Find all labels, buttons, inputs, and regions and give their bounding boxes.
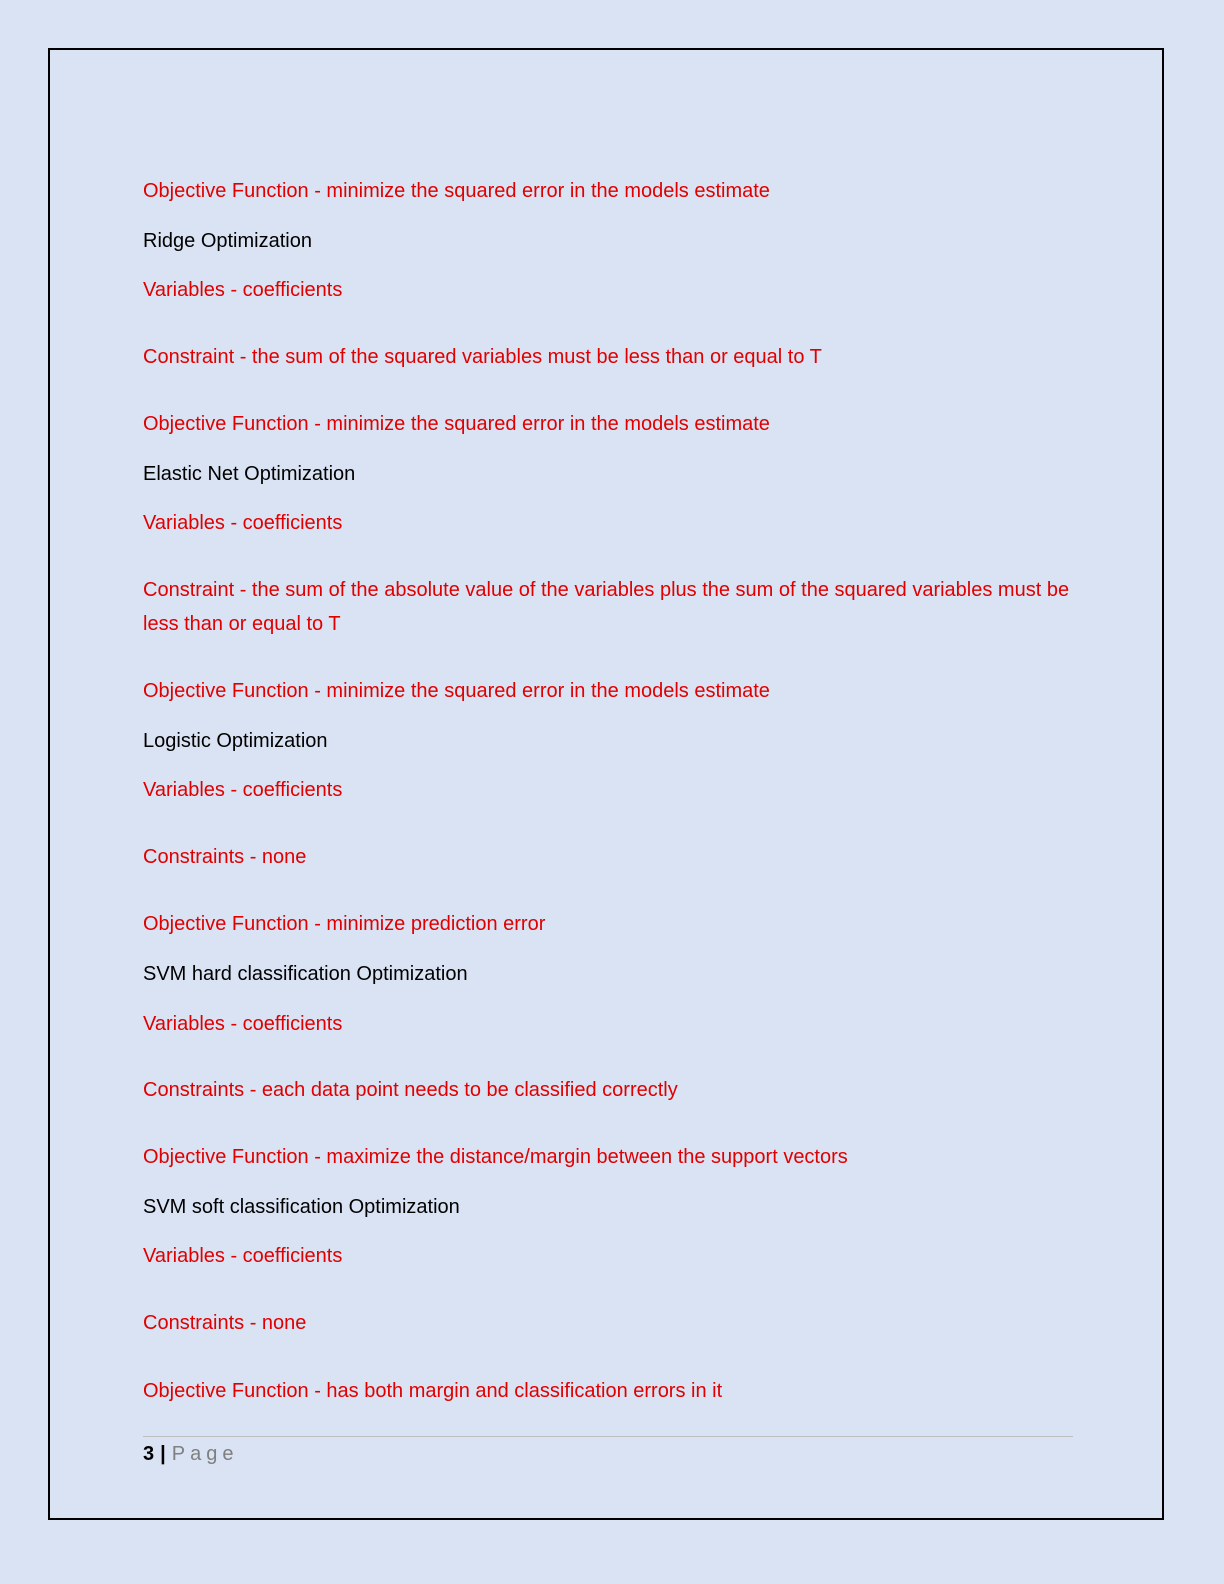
logistic-constraint-line: Constraints - none [143, 846, 307, 868]
objective-final-line: Objective Function - has both margin and classification errors in it [143, 1380, 723, 1402]
objective-logistic-line: Objective Function - minimize the squared error in the models estimate [143, 680, 770, 702]
page-number: 3 [143, 1443, 155, 1465]
objective-svm-soft-line: Objective Function - maximize the distance/margin between the support vectors [143, 1146, 848, 1168]
svm-hard-constraint-line: Constraints - each data point needs to be classified correctly [143, 1079, 678, 1101]
svm-hard-variables-line: Variables - coefficients [143, 1013, 343, 1035]
footer-divider [143, 1436, 1073, 1437]
ridge-variables-line: Variables - coefficients [143, 279, 343, 301]
page-footer [143, 1440, 238, 1468]
svm-soft-constraint-line: Constraints - none [143, 1312, 307, 1334]
page-word: Page [171, 1443, 239, 1465]
objective-svm-hard-line: Objective Function - minimize prediction error [143, 913, 546, 935]
elastic-net-optimization-heading: Elastic Net Optimization [143, 463, 356, 485]
svm-soft-variables-line: Variables - coefficients [143, 1245, 343, 1267]
elastic-net-constraint-line: Constraint - the sum of the absolute value of the variables plus the sum of the squared variables must be less than or equal to T [143, 579, 1070, 635]
svm-hard-optimization-heading: SVM hard classification Optimization [143, 963, 468, 985]
objective-ridge-line: Objective Function - minimize the squared error in the models estimate [143, 180, 770, 202]
ridge-constraint-line: Constraint - the sum of the squared variables must be less than or equal to T [143, 346, 822, 368]
footer-separator: | [160, 1443, 166, 1465]
logistic-variables-line: Variables - coefficients [143, 779, 343, 801]
logistic-optimization-heading: Logistic Optimization [143, 730, 328, 752]
svm-soft-optimization-heading: SVM soft classification Optimization [143, 1196, 460, 1218]
objective-elastic-net-line: Objective Function - minimize the squared error in the models estimate [143, 413, 770, 435]
elastic-net-variables-line: Variables - coefficients [143, 512, 343, 534]
ridge-optimization-heading: Ridge Optimization [143, 230, 312, 252]
